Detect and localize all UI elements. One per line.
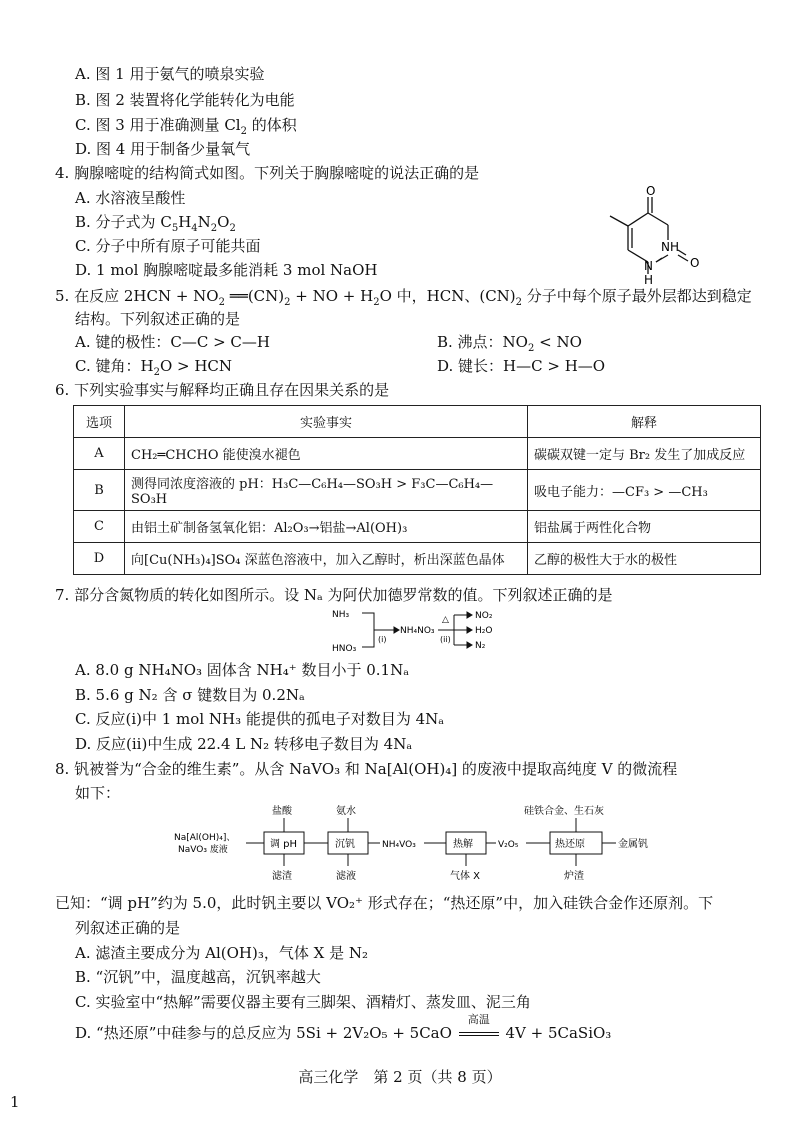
struct-nh: NH	[661, 240, 679, 254]
table-row	[74, 511, 761, 543]
q3-option-b: B. 图 2 装置将化学能转化为电能	[75, 91, 295, 109]
row-fact: 测得同浓度溶液的 pH：H₃C—C₆H₄—SO₃H > F₃C—C₆H₄—SO₃H	[125, 470, 528, 511]
flow-waste-3: 气体 X	[450, 871, 481, 882]
q7-option-d: D. 反应(ii)中生成 22.4 L N₂ 转移电子数目为 4Nₐ	[75, 735, 413, 753]
row-option: A	[74, 438, 125, 470]
q4-option-a: A. 水溶液呈酸性	[75, 189, 186, 207]
flow-step-1: 调 pH	[270, 839, 298, 850]
flow-feed-2: NaVO₃ 废液	[178, 845, 228, 855]
q8-known-line1: 已知：“调 pH”约为 5.0，此时钒主要以 VO₂⁺ 形式存在；“热还原”中，加入硅铁合金作还原剂。下	[55, 894, 714, 912]
q6-stem: 6. 下列实验事实与解释均正确且存在因果关系的是	[55, 381, 390, 399]
diagram-no2: NO₂	[475, 611, 493, 621]
row-fact: CH₂═CHCHO 能使溴水褪色	[125, 438, 528, 470]
q4-option-b: B. 分子式为 $C_5H_4N_2O_2$	[75, 213, 236, 234]
diagram-nh3: NH₃	[332, 610, 350, 620]
flow-step-2: 沉钒	[335, 839, 355, 850]
q5-option-a: A. 键的极性：C—C > C—H	[75, 333, 270, 351]
q5-option-c: C. 键角：$H_2O$ > HCN	[75, 357, 233, 378]
struct-n: N	[644, 259, 653, 273]
flow-reagent-reducer: 硅铁合金、生石灰	[524, 806, 604, 817]
header-option: 选项	[74, 406, 125, 438]
struct-o-right: O	[690, 256, 700, 270]
q8-known-line2: 列叙述正确的是	[75, 919, 181, 937]
page-mark: 1	[10, 1093, 20, 1111]
flow-waste-1: 滤渣	[272, 871, 292, 882]
nitrogen-conversion-diagram	[330, 605, 530, 655]
flow-waste-2: 滤液	[336, 871, 356, 882]
row-option: C	[74, 511, 125, 543]
row-fact: 由铝土矿制备氢氧化铝：Al₂O₃→铝盐→Al(OH)₃	[125, 511, 528, 543]
struct-o-top: O	[646, 184, 656, 198]
flow-feed-1: Na[Al(OH)₄]、	[174, 833, 236, 843]
row-option: B	[74, 470, 125, 511]
diagram-h2o: H₂O	[475, 626, 493, 636]
q3-option-a: A. 图 1 用于氨气的喷泉实验	[75, 65, 265, 83]
q8-option-c: C. 实验室中“热解”需要仪器主要有三脚架、酒精灯、蒸发皿、泥三角	[75, 993, 531, 1011]
q4-option-c: C. 分子中所有原子可能共面	[75, 237, 261, 255]
q3-option-d: D. 图 4 用于制备少量氧气	[75, 140, 251, 158]
flow-product: 金属钒	[618, 839, 648, 850]
q7-stem: 7. 部分含氮物质的转化如图所示。设 Nₐ 为阿伏加德罗常数的值。下列叙述正确的是	[55, 586, 613, 604]
flow-step-3: 热解	[453, 839, 473, 850]
row-explanation: 乙醇的极性大于水的极性	[528, 543, 761, 575]
q8-option-a: A. 滤渣主要成分为 Al(OH)₃，气体 X 是 N₂	[75, 944, 368, 962]
q4-option-d: D. 1 mol 胸腺嘧啶最多能消耗 3 mol NaOH	[75, 261, 378, 279]
flow-step-4: 热还原	[555, 839, 585, 850]
diagram-step-i: (i)	[378, 635, 387, 644]
diagram-step-ii: (ii)	[440, 635, 451, 644]
header-explanation: 解释	[528, 406, 761, 438]
table-row	[74, 438, 761, 470]
q3-option-c: C. 图 3 用于准确测量 $Cl_2$ 的体积	[75, 116, 297, 137]
row-explanation: 碳碳双键一定与 Br₂ 发生了加成反应	[528, 438, 761, 470]
q5-option-b: B. 沸点：$NO_2$ < NO	[437, 333, 582, 354]
flow-intermediate-2: V₂O₅	[498, 840, 519, 850]
q7-option-c: C. 反应(i)中 1 mol NH₃ 能提供的孤电子对数目为 4Nₐ	[75, 710, 445, 728]
flow-intermediate-1: NH₄VO₃	[382, 840, 416, 850]
q5-stem-line1: 5. 在反应 $2HCN + NO_2$ $══(CN)_2$ + NO + $H_2O$ 中，HCN、$(CN)_2$ 分子中每个原子最外层都达到稳定	[55, 287, 752, 308]
q4-stem: 4. 胸腺嘧啶的结构简式如图。下列关于胸腺嘧啶的说法正确的是	[55, 164, 480, 182]
q8-option-b: B. “沉钒”中，温度越高，沉钒率越大	[75, 968, 321, 986]
q6-table	[73, 405, 761, 575]
diagram-hno3: HNO₃	[332, 644, 357, 654]
q8-stem-line1: 8. 钒被誉为“合金的维生素”。从含 NaVO₃ 和 Na[Al(OH)₄] 的废液中提取高纯度 V 的微流程	[55, 760, 678, 778]
q8-option-d: D. “热还原”中硅参与的总反应为 5Si + 2V₂O₅ + 5CaO 高温 4V + 5CaSiO₃	[75, 1023, 611, 1043]
reaction-condition: 高温	[467, 1013, 490, 1026]
table-row	[74, 543, 761, 575]
vanadium-flow-diagram	[170, 802, 690, 884]
struct-h: H	[644, 273, 654, 287]
header-fact: 实验事实	[125, 406, 528, 438]
diagram-heat: △	[442, 615, 449, 625]
row-option: D	[74, 543, 125, 575]
q7-option-a: A. 8.0 g NH₄NO₃ 固体含 NH₄⁺ 数目小于 0.1Nₐ	[75, 661, 409, 679]
page-footer: 高三化学 第 2 页（共 8 页）	[298, 1068, 502, 1086]
q8-stem-line2: 如下：	[75, 784, 121, 802]
diagram-n2: N₂	[475, 641, 486, 651]
table-header-row	[74, 406, 761, 438]
diagram-nh4no3: NH₄NO₃	[400, 626, 435, 636]
flow-reagent-hcl: 盐酸	[272, 806, 292, 817]
table-row	[74, 470, 761, 511]
thymine-structure	[598, 180, 708, 290]
q5-stem-line2: 结构。下列叙述正确的是	[75, 310, 241, 328]
row-explanation: 铝盐属于两性化合物	[528, 511, 761, 543]
q7-option-b: B. 5.6 g N₂ 含 σ 键数目为 0.2Nₐ	[75, 686, 305, 704]
row-explanation: 吸电子能力：—CF₃ > —CH₃	[528, 470, 761, 511]
flow-reagent-ammonia: 氨水	[336, 806, 356, 817]
flow-waste-4: 炉渣	[564, 871, 584, 882]
row-fact: 向[Cu(NH₃)₄]SO₄ 深蓝色溶液中，加入乙醇时，析出深蓝色晶体	[125, 543, 528, 575]
q5-option-d: D. 键长：H—C > H—O	[437, 357, 606, 375]
